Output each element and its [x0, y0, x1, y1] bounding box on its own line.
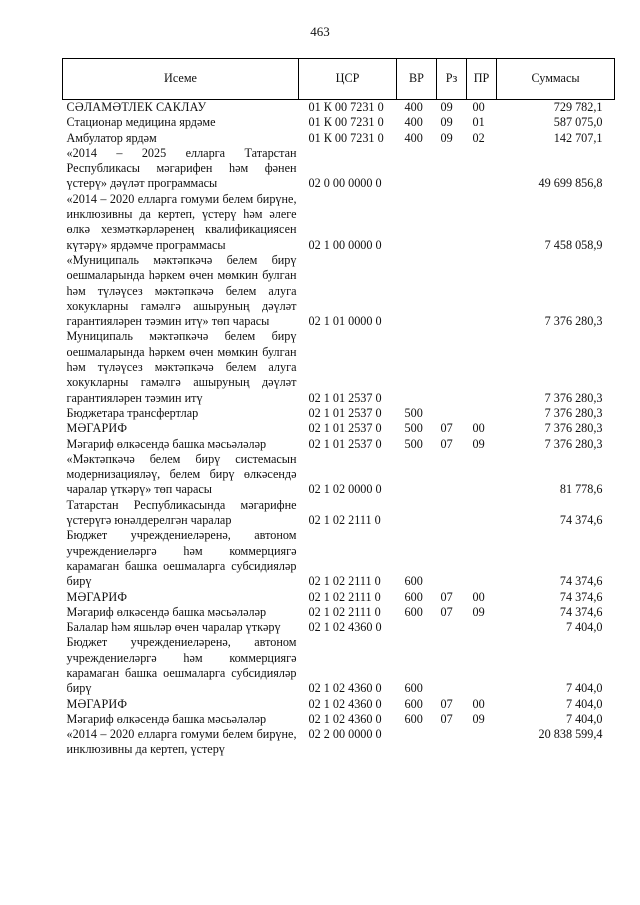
- row-sum: 7 376 280,3: [544, 436, 603, 451]
- row-rz: [437, 727, 467, 758]
- row-csr: 01 К 00 7231 0: [299, 100, 397, 116]
- row-csr: 02 1 02 2111 0: [308, 574, 381, 589]
- row-name: Мәгариф өлкәсендә башка мәсьәләләр: [66, 604, 267, 619]
- table-row: [63, 452, 615, 498]
- row-pr: [467, 253, 497, 329]
- row-sum: 7 404,0: [565, 711, 603, 726]
- row-vr: 400: [404, 130, 423, 145]
- row-sum: 49 699 856,8: [538, 176, 603, 191]
- row-vr: 600: [404, 604, 423, 619]
- row-name: Татарстан Республикасында мәгарифне үстерүгә юнәлдерелгән чаралар: [66, 497, 297, 528]
- row-sum: 74 374,6: [559, 574, 603, 589]
- row-name: «Муниципаль мәктәпкәчә белем бирү оешмаларында һәркем өчен мөмкин булган һәм түләүсез мәктәпкәчә белем алуга хокукларны гамәлгә ашыруның дәүләт гарантияләрен тәэмин итү» төп чарасы: [66, 252, 297, 329]
- row-rz: [437, 528, 467, 589]
- row-vr: [397, 452, 437, 498]
- row-sum: 587 075,0: [553, 115, 603, 130]
- row-vr: [397, 192, 437, 253]
- row-pr: 09: [472, 604, 485, 619]
- row-pr: [467, 192, 497, 253]
- row-sum: 7 376 280,3: [544, 314, 603, 329]
- row-rz: [437, 620, 467, 635]
- row-name: Балалар һәм яшьләр өчен чаралар үткәрү: [66, 620, 281, 635]
- table-row: [63, 498, 615, 529]
- row-csr: 02 0 00 0000 0: [308, 176, 382, 191]
- row-sum: 7 404,0: [565, 620, 603, 635]
- table-row: [63, 131, 615, 146]
- row-csr: 02 1 02 2111 0: [308, 604, 381, 619]
- row-rz: [437, 498, 467, 529]
- row-sum: 7 458 058,9: [544, 237, 603, 252]
- table-row: [63, 727, 615, 758]
- row-csr: 02 1 01 2537 0: [308, 390, 382, 405]
- header-name: Исеме: [63, 59, 299, 100]
- row-csr: 02 1 02 2111 0: [308, 513, 381, 528]
- row-rz: 07: [440, 696, 453, 711]
- row-pr: [467, 452, 497, 498]
- row-vr: [397, 620, 437, 635]
- row-vr: [397, 253, 437, 329]
- header-rz: Рз: [437, 59, 467, 100]
- row-vr: 400: [404, 115, 423, 130]
- row-pr: [467, 146, 497, 192]
- row-rz: [437, 253, 467, 329]
- row-csr: 02 1 01 2537 0: [308, 421, 382, 436]
- table-row: [63, 406, 615, 421]
- row-name: «2014 – 2025 елларга Татарстан Республикасы мәгарифен һәм фәнен үстерү» дәүләт программасы: [66, 145, 297, 191]
- row-rz: 09: [440, 130, 453, 145]
- row-csr: 02 1 01 2537 0: [308, 436, 382, 451]
- row-sum: 729 782,1: [497, 100, 615, 116]
- row-vr: 400: [397, 100, 437, 116]
- row-csr: 02 1 02 2111 0: [308, 589, 381, 604]
- row-name: Бюджет учреждениеләренә, автоном учреждениеләргә һәм коммерциягә карамаган башка оешмаларга субсидияләр бирү: [66, 635, 297, 696]
- row-pr: [467, 635, 497, 696]
- budget-table: [62, 58, 615, 758]
- table-row: [63, 115, 615, 130]
- table-row: [63, 421, 615, 436]
- row-pr: [467, 727, 497, 758]
- row-csr: 02 1 01 0000 0: [308, 314, 382, 329]
- row-rz: 09: [437, 100, 467, 116]
- table-row: [63, 590, 615, 605]
- row-rz: [437, 329, 467, 405]
- row-pr: [467, 620, 497, 635]
- row-csr: 02 1 02 4360 0: [308, 681, 382, 696]
- row-csr: 02 2 00 0000 0: [308, 727, 382, 742]
- row-pr: [467, 329, 497, 405]
- row-name: Мәгариф өлкәсендә башка мәсьәләләр: [66, 711, 267, 726]
- row-rz: [437, 406, 467, 421]
- row-csr: 01 К 00 7231 0: [308, 130, 384, 145]
- table-row: [63, 712, 615, 727]
- row-pr: 00: [472, 421, 485, 436]
- row-sum: 7 376 280,3: [544, 390, 603, 405]
- row-pr: 01: [472, 115, 485, 130]
- table-row: [63, 253, 615, 329]
- row-vr: [397, 727, 437, 758]
- row-vr: [397, 329, 437, 405]
- header-csr: ЦСР: [299, 59, 397, 100]
- row-name: Стационар медицина ярдәме: [66, 115, 216, 130]
- table-row: [63, 146, 615, 192]
- row-name: «2014 – 2020 елларга гомуми белем бирүне, инклюзивны да кертеп, үстерү һәм әлеге өлкә хезмәткәрләренең квалификациясен күтәрү» ярдәмче программасы: [66, 191, 297, 252]
- row-name: Мәгариф өлкәсендә башка мәсьәләләр: [66, 436, 267, 451]
- row-name: Бюджетара трансфертлар: [66, 405, 199, 420]
- row-pr: 02: [472, 130, 485, 145]
- table-row: [63, 192, 615, 253]
- row-sum: 20 838 599,4: [538, 727, 603, 742]
- row-name: «Мәктәпкәчә белем бирү системасын модернизацияләү, белем бирү өлкәсендә чаралар үткәрү» төп чарасы: [66, 451, 297, 497]
- row-name: Муниципаль мәктәпкәчә белем бирү оешмаларында һәркем өчен мөмкин булган һәм түләүсез мәктәпкәчә белем алуга хокукларны гамәлгә ашыруның дәүләт гарантияләрен тәэмин итү: [66, 329, 297, 405]
- row-pr: [467, 498, 497, 529]
- row-vr: 600: [404, 711, 423, 726]
- table-row: [63, 100, 615, 116]
- table-row: [63, 329, 615, 405]
- table-row: [63, 605, 615, 620]
- row-csr: 02 1 02 4360 0: [308, 711, 382, 726]
- row-vr: [397, 498, 437, 529]
- page-number: 463: [310, 24, 330, 39]
- row-csr: 02 1 02 4360 0: [308, 696, 382, 711]
- row-vr: 500: [404, 421, 423, 436]
- row-name: МӘГАРИФ: [66, 589, 128, 604]
- row-name: Амбулатор ярдәм: [66, 130, 157, 145]
- row-rz: [437, 146, 467, 192]
- row-pr: [467, 528, 497, 589]
- row-name: МӘГАРИФ: [66, 421, 128, 436]
- row-sum: 7 376 280,3: [544, 421, 603, 436]
- row-pr: 00: [472, 589, 485, 604]
- row-name: «2014 – 2020 елларга гомуми белем бирүне, инклюзивны да кертеп, үстерү: [66, 727, 297, 757]
- table-row: [63, 697, 615, 712]
- row-rz: [437, 452, 467, 498]
- table-row: [63, 437, 615, 452]
- row-sum: 81 778,6: [559, 482, 603, 497]
- row-rz: [437, 192, 467, 253]
- row-csr: 02 1 02 0000 0: [308, 482, 382, 497]
- row-name: СӘЛАМӘТЛЕК САКЛАУ: [63, 100, 299, 116]
- row-sum: 7 404,0: [565, 696, 603, 711]
- row-pr: 00: [472, 696, 485, 711]
- header-sum: Суммасы: [497, 59, 615, 100]
- row-name: Бюджет учреждениеләренә, автоном учреждениеләргә һәм коммерциягә карамаган башка оешмаларга субсидияләр бирү: [66, 528, 297, 589]
- row-rz: 09: [440, 115, 453, 130]
- row-rz: 07: [440, 604, 453, 619]
- row-vr: 500: [404, 405, 423, 420]
- row-vr: 600: [404, 589, 423, 604]
- header-pr: ПР: [467, 59, 497, 100]
- header-vr: ВР: [397, 59, 437, 100]
- row-vr: 600: [404, 696, 423, 711]
- row-csr: 01 К 00 7231 0: [308, 115, 384, 130]
- row-rz: 07: [440, 421, 453, 436]
- row-vr: [397, 146, 437, 192]
- row-csr: 02 1 02 4360 0: [308, 620, 382, 635]
- table-row: [63, 620, 615, 635]
- table-header: [63, 59, 615, 100]
- row-sum: 142 707,1: [553, 130, 603, 145]
- row-sum: 74 374,6: [559, 513, 603, 528]
- row-sum: 74 374,6: [559, 604, 603, 619]
- row-rz: [437, 635, 467, 696]
- row-rz: 07: [440, 711, 453, 726]
- row-sum: 7 404,0: [565, 681, 603, 696]
- row-vr: 600: [404, 574, 423, 589]
- row-pr: 00: [467, 100, 497, 116]
- row-pr: [467, 406, 497, 421]
- row-csr: 02 1 00 0000 0: [308, 237, 382, 252]
- row-vr: 500: [404, 436, 423, 451]
- row-name: МӘГАРИФ: [66, 696, 128, 711]
- row-pr: 09: [472, 711, 485, 726]
- row-vr: 600: [404, 681, 423, 696]
- row-pr: 09: [472, 436, 485, 451]
- table-row: [63, 635, 615, 696]
- table-row: [63, 528, 615, 589]
- row-rz: 07: [440, 589, 453, 604]
- row-csr: 02 1 01 2537 0: [308, 405, 382, 420]
- row-rz: 07: [440, 436, 453, 451]
- row-sum: 74 374,6: [559, 589, 603, 604]
- row-sum: 7 376 280,3: [544, 405, 603, 420]
